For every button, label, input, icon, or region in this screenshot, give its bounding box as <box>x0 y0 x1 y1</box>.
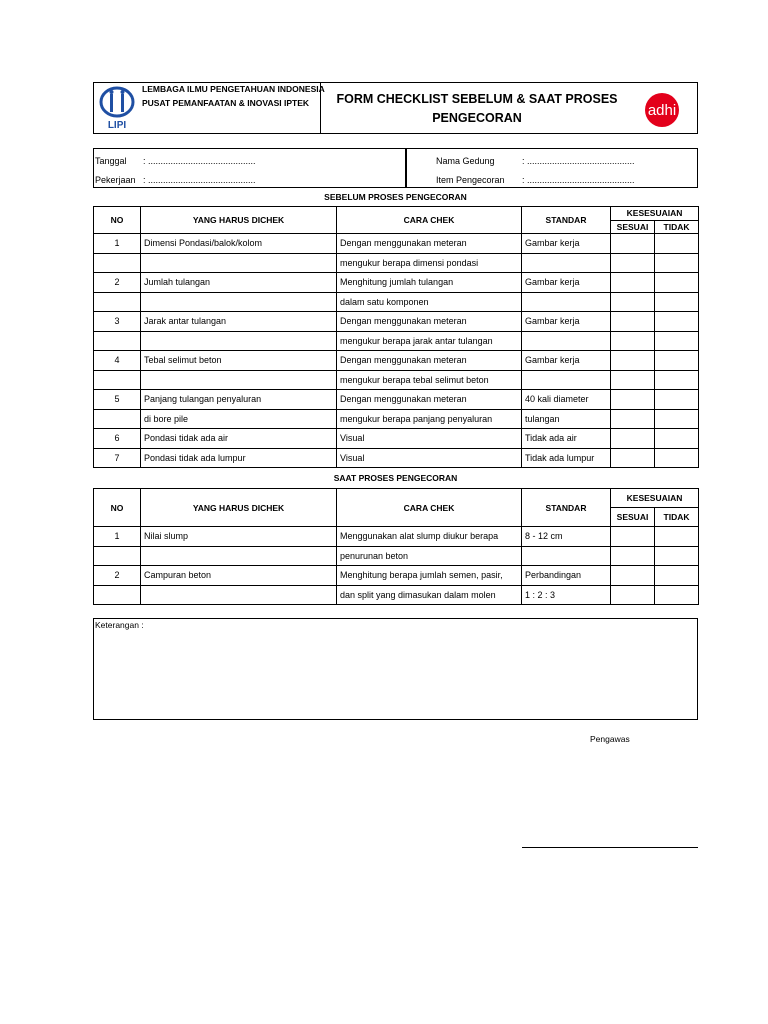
row-sesuai-cell[interactable] <box>611 409 655 429</box>
header-method: CARA CHEK <box>337 489 522 527</box>
header-conformity: KESESUAIAN <box>611 207 699 221</box>
row-tidak-cell[interactable] <box>655 429 699 449</box>
row-sesuai-cell[interactable] <box>611 312 655 332</box>
table-row <box>94 390 699 410</box>
row-standard: 1 : 2 : 3 <box>522 585 611 605</box>
row-tidak-cell[interactable] <box>655 312 699 332</box>
row-number <box>94 409 141 429</box>
row-tidak-cell[interactable] <box>655 331 699 351</box>
signature-label: Pengawas <box>590 734 630 744</box>
row-check-item: Jumlah tulangan <box>141 273 337 293</box>
row-tidak-cell[interactable] <box>655 273 699 293</box>
row-sesuai-cell[interactable] <box>611 448 655 468</box>
row-standard <box>522 292 611 312</box>
form-title-line1: FORM CHECKLIST SEBELUM & SAAT PROSES <box>336 92 618 106</box>
header-no: NO <box>94 207 141 234</box>
table-row <box>94 273 699 293</box>
row-check-item <box>141 370 337 390</box>
row-check-method: dalam satu komponen <box>337 292 522 312</box>
row-number: 3 <box>94 312 141 332</box>
pekerjaan-field[interactable]: : ........................................... <box>143 175 256 185</box>
row-sesuai-cell[interactable] <box>611 273 655 293</box>
header-standard: STANDAR <box>522 207 611 234</box>
row-number <box>94 546 141 566</box>
row-sesuai-cell[interactable] <box>611 546 655 566</box>
row-check-item: Pondasi tidak ada lumpur <box>141 448 337 468</box>
row-standard: Gambar kerja <box>522 351 611 371</box>
checklist-table-before <box>93 206 699 468</box>
row-tidak-cell[interactable] <box>655 234 699 254</box>
table-row <box>94 527 699 547</box>
tanggal-field[interactable]: : ........................................... <box>143 156 256 166</box>
row-check-item: Dimensi Pondasi/balok/kolom <box>141 234 337 254</box>
nama-gedung-field[interactable]: : ........................................... <box>522 156 635 166</box>
row-check-method: Dengan menggunakan meteran <box>337 351 522 371</box>
header-item: YANG HARUS DICHEK <box>141 489 337 527</box>
row-tidak-cell[interactable] <box>655 546 699 566</box>
table-row <box>94 370 699 390</box>
row-number: 1 <box>94 527 141 547</box>
row-check-method: mengukur berapa tebal selimut beton <box>337 370 522 390</box>
table-header-row <box>94 489 699 508</box>
table-row <box>94 566 699 586</box>
table-row <box>94 292 699 312</box>
row-check-item: Campuran beton <box>141 566 337 586</box>
row-sesuai-cell[interactable] <box>611 527 655 547</box>
nama-gedung-label: Nama Gedung <box>436 156 495 166</box>
row-check-item: Nilai slump <box>141 527 337 547</box>
form-title-line2: PENGECORAN <box>432 111 522 125</box>
table-row <box>94 448 699 468</box>
row-standard <box>522 331 611 351</box>
row-number: 2 <box>94 273 141 293</box>
row-check-method: Menghitung jumlah tulangan <box>337 273 522 293</box>
header-no: NO <box>94 489 141 527</box>
adhi-logo-icon <box>638 92 686 128</box>
notes-label: Keterangan : <box>95 620 144 630</box>
row-check-method: penurunan beton <box>337 546 522 566</box>
row-standard: Gambar kerja <box>522 273 611 293</box>
header-sesuai: SESUAI <box>611 508 655 527</box>
row-standard <box>522 546 611 566</box>
row-number: 1 <box>94 234 141 254</box>
pekerjaan-label: Pekerjaan <box>95 175 136 185</box>
row-tidak-cell[interactable] <box>655 448 699 468</box>
row-check-item: Pondasi tidak ada air <box>141 429 337 449</box>
form-title <box>322 90 632 128</box>
lipi-logo-text: LIPI <box>107 120 127 130</box>
row-check-method: Dengan menggunakan meteran <box>337 312 522 332</box>
row-standard <box>522 253 611 273</box>
signature-line <box>522 847 698 848</box>
row-number <box>94 292 141 312</box>
adhi-logo-text: adhi <box>647 102 677 119</box>
row-sesuai-cell[interactable] <box>611 351 655 371</box>
header-standard: STANDAR <box>522 489 611 527</box>
header-tidak: TIDAK <box>655 508 699 527</box>
row-check-item: Panjang tulangan penyaluran <box>141 390 337 410</box>
section-title-before: SEBELUM PROSES PENGECORAN <box>324 192 467 202</box>
row-standard: Gambar kerja <box>522 312 611 332</box>
row-check-method: Menghitung berapa jumlah semen, pasir, <box>337 566 522 586</box>
table-row <box>94 312 699 332</box>
row-sesuai-cell[interactable] <box>611 331 655 351</box>
row-check-item <box>141 292 337 312</box>
row-standard: Tidak ada lumpur <box>522 448 611 468</box>
row-sesuai-cell[interactable] <box>611 234 655 254</box>
row-sesuai-cell[interactable] <box>611 253 655 273</box>
table-header-row <box>94 207 699 221</box>
item-pengecoran-field[interactable]: : ........................................... <box>522 175 635 185</box>
table-row <box>94 351 699 371</box>
row-check-method: Dengan menggunakan meteran <box>337 390 522 410</box>
row-standard: Tidak ada air <box>522 429 611 449</box>
row-check-item <box>141 331 337 351</box>
row-sesuai-cell[interactable] <box>611 585 655 605</box>
row-check-item: di bore pile <box>141 409 337 429</box>
row-standard: 40 kali diameter <box>522 390 611 410</box>
row-check-method: mengukur berapa dimensi pondasi <box>337 253 522 273</box>
table-row <box>94 429 699 449</box>
row-tidak-cell[interactable] <box>655 527 699 547</box>
header-sesuai: SESUAI <box>611 220 655 234</box>
row-tidak-cell[interactable] <box>655 409 699 429</box>
institution-name: LEMBAGA ILMU PENGETAHUAN INDONESIA <box>142 84 325 94</box>
row-tidak-cell[interactable] <box>655 585 699 605</box>
row-tidak-cell[interactable] <box>655 566 699 586</box>
row-number: 2 <box>94 566 141 586</box>
row-tidak-cell[interactable] <box>655 292 699 312</box>
table-row <box>94 234 699 254</box>
row-check-method: dan split yang dimasukan dalam molen <box>337 585 522 605</box>
row-standard: tulangan <box>522 409 611 429</box>
row-check-item: Jarak antar tulangan <box>141 312 337 332</box>
row-number <box>94 331 141 351</box>
table-row <box>94 585 699 605</box>
item-pengecoran-label: Item Pengecoran <box>436 175 505 185</box>
row-check-item: Tebal selimut beton <box>141 351 337 371</box>
row-standard: Gambar kerja <box>522 234 611 254</box>
row-standard: 8 - 12 cm <box>522 527 611 547</box>
row-number <box>94 370 141 390</box>
table-row <box>94 253 699 273</box>
row-tidak-cell[interactable] <box>655 390 699 410</box>
institution-unit: PUSAT PEMANFAATAN & INOVASI IPTEK <box>142 98 310 108</box>
section-title-during: SAAT PROSES PENGECORAN <box>333 473 458 483</box>
row-check-item <box>141 585 337 605</box>
row-check-item <box>141 546 337 566</box>
header-item: YANG HARUS DICHEK <box>141 207 337 234</box>
row-check-method: Dengan menggunakan meteran <box>337 234 522 254</box>
row-sesuai-cell[interactable] <box>611 370 655 390</box>
row-check-method: Menggunakan alat slump diukur berapa <box>337 527 522 547</box>
row-tidak-cell[interactable] <box>655 370 699 390</box>
row-tidak-cell[interactable] <box>655 253 699 273</box>
row-sesuai-cell[interactable] <box>611 429 655 449</box>
row-check-method: mengukur berapa panjang penyaluran <box>337 409 522 429</box>
row-sesuai-cell[interactable] <box>611 566 655 586</box>
row-number: 4 <box>94 351 141 371</box>
table-row <box>94 409 699 429</box>
row-sesuai-cell[interactable] <box>611 292 655 312</box>
tanggal-label: Tanggal <box>95 156 127 166</box>
header-tidak: TIDAK <box>655 220 699 234</box>
row-check-method: Visual <box>337 448 522 468</box>
header-method: CARA CHEK <box>337 207 522 234</box>
row-number <box>94 253 141 273</box>
row-check-item <box>141 253 337 273</box>
notes-box[interactable] <box>93 618 698 720</box>
row-sesuai-cell[interactable] <box>611 390 655 410</box>
row-number <box>94 585 141 605</box>
info-divider <box>405 148 407 188</box>
row-number: 7 <box>94 448 141 468</box>
row-standard <box>522 370 611 390</box>
checklist-table-during <box>93 488 699 605</box>
table-row <box>94 331 699 351</box>
header-conformity: KESESUAIAN <box>611 489 699 508</box>
row-check-method: Visual <box>337 429 522 449</box>
row-number: 6 <box>94 429 141 449</box>
row-tidak-cell[interactable] <box>655 351 699 371</box>
table-row <box>94 546 699 566</box>
row-standard: Perbandingan <box>522 566 611 586</box>
lipi-logo-icon <box>98 86 136 130</box>
row-check-method: mengukur berapa jarak antar tulangan <box>337 331 522 351</box>
row-number: 5 <box>94 390 141 410</box>
